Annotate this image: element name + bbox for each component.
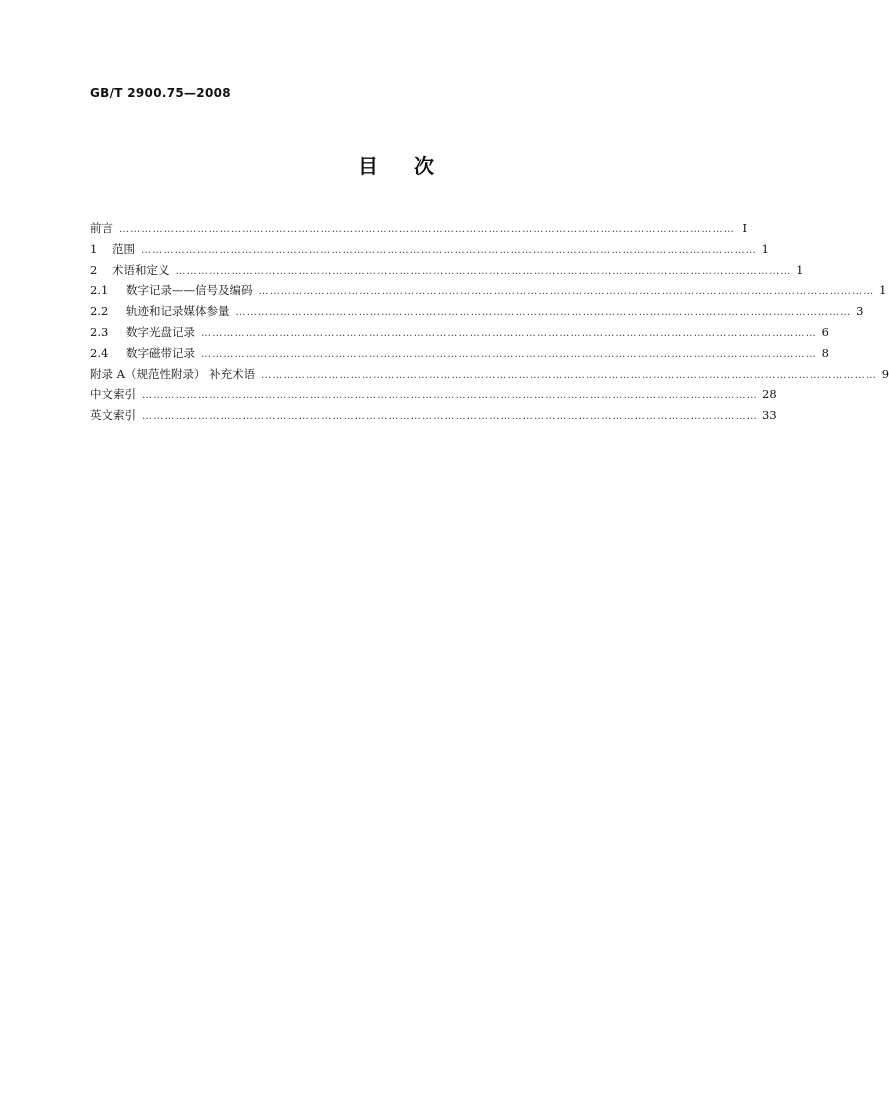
toc-entry-title: 附录 A（规范性附录） 补充术语 xyxy=(90,366,256,381)
toc-entry-2-2[interactable] xyxy=(90,301,864,322)
toc-entry-foreword[interactable] xyxy=(90,218,747,239)
toc-dot-leader: ………………………………………………………………………………………………………………………………………………… xyxy=(142,390,758,402)
toc-entry-title: 数字磁带记录 xyxy=(126,345,195,360)
toc-entry-label xyxy=(90,405,136,426)
toc-entry-page: 1 xyxy=(761,241,769,256)
toc-entry-2-3[interactable] xyxy=(90,322,829,343)
toc-entry-number: 2.2 xyxy=(90,304,109,319)
toc-entry-label xyxy=(90,301,230,322)
toc-entry-page: Ⅰ xyxy=(742,221,747,235)
toc-entry-title: 英文索引 xyxy=(90,408,136,423)
toc-entry-2-1[interactable] xyxy=(90,280,887,301)
toc-dot-leader: ………………………………………………………………………………………………………………………………………………… xyxy=(175,265,792,277)
toc-entry-label xyxy=(90,364,255,385)
toc-entry-page: 8 xyxy=(821,345,829,360)
toc-entry-number: 2.1 xyxy=(90,283,109,298)
toc-dot-leader: ………………………………………………………………………………………………………………………………………………… xyxy=(119,224,735,235)
toc-entry-label xyxy=(90,218,113,239)
toc-entry-page: 33 xyxy=(762,408,777,423)
toc-entry-title: 中文索引 xyxy=(90,387,136,402)
toc-dot-leader: ………………………………………………………………………………………………………………………………………………… xyxy=(258,286,875,298)
toc-entry-number: 2.3 xyxy=(90,324,109,339)
toc-dot-leader: ………………………………………………………………………………………………………………………………………………… xyxy=(201,327,817,339)
standard-number: GB/T 2900.75—2008 xyxy=(90,86,231,100)
toc-entry-page: 3 xyxy=(856,304,864,319)
toc-entry-scope[interactable] xyxy=(90,239,769,260)
toc-entry-page: 6 xyxy=(821,324,829,339)
toc-entry-label xyxy=(90,343,195,364)
toc-entry-label xyxy=(90,322,195,343)
toc-entry-title: 数字记录——信号及编码 xyxy=(126,283,253,298)
toc-dot-leader: ………………………………………………………………………………………………………………………………………………… xyxy=(235,307,852,319)
toc-entry-label xyxy=(90,239,135,260)
toc-entry-chinese-index[interactable] xyxy=(90,384,777,405)
toc-entry-number: 1 xyxy=(90,241,98,256)
toc-entry-label xyxy=(90,384,136,405)
toc-entry-page: 1 xyxy=(879,283,887,298)
toc-entry-english-index[interactable] xyxy=(90,405,777,426)
toc-dot-leader: ………………………………………………………………………………………………………………………………………………… xyxy=(141,244,757,256)
toc-entry-title: 范围 xyxy=(112,241,135,256)
table-of-contents xyxy=(90,218,889,426)
toc-entry-title: 轨迹和记录媒体参量 xyxy=(126,304,230,319)
toc-entry-page: 9 xyxy=(881,366,889,381)
toc-entry-terms[interactable] xyxy=(90,260,804,281)
toc-entry-title: 数字光盘记录 xyxy=(126,324,195,339)
toc-entry-title: 前言 xyxy=(90,221,113,235)
toc-dot-leader: ………………………………………………………………………………………………………………………………………………… xyxy=(142,411,758,423)
toc-entry-label xyxy=(90,280,253,301)
toc-entry-number: 2 xyxy=(90,262,98,277)
toc-entry-page: 1 xyxy=(796,262,804,277)
toc-entry-number: 2.4 xyxy=(90,345,109,360)
toc-dot-leader: ………………………………………………………………………………………………………………………………………………… xyxy=(201,348,817,360)
toc-entry-2-4[interactable] xyxy=(90,343,829,364)
toc-entry-annex-a[interactable] xyxy=(90,364,889,385)
toc-entry-label xyxy=(90,260,170,281)
toc-entry-title: 术语和定义 xyxy=(112,262,170,277)
page-title: 目次 xyxy=(358,154,470,178)
toc-dot-leader: ………………………………………………………………………………………………………………………………………………… xyxy=(261,369,878,381)
toc-entry-page: 28 xyxy=(762,387,777,402)
